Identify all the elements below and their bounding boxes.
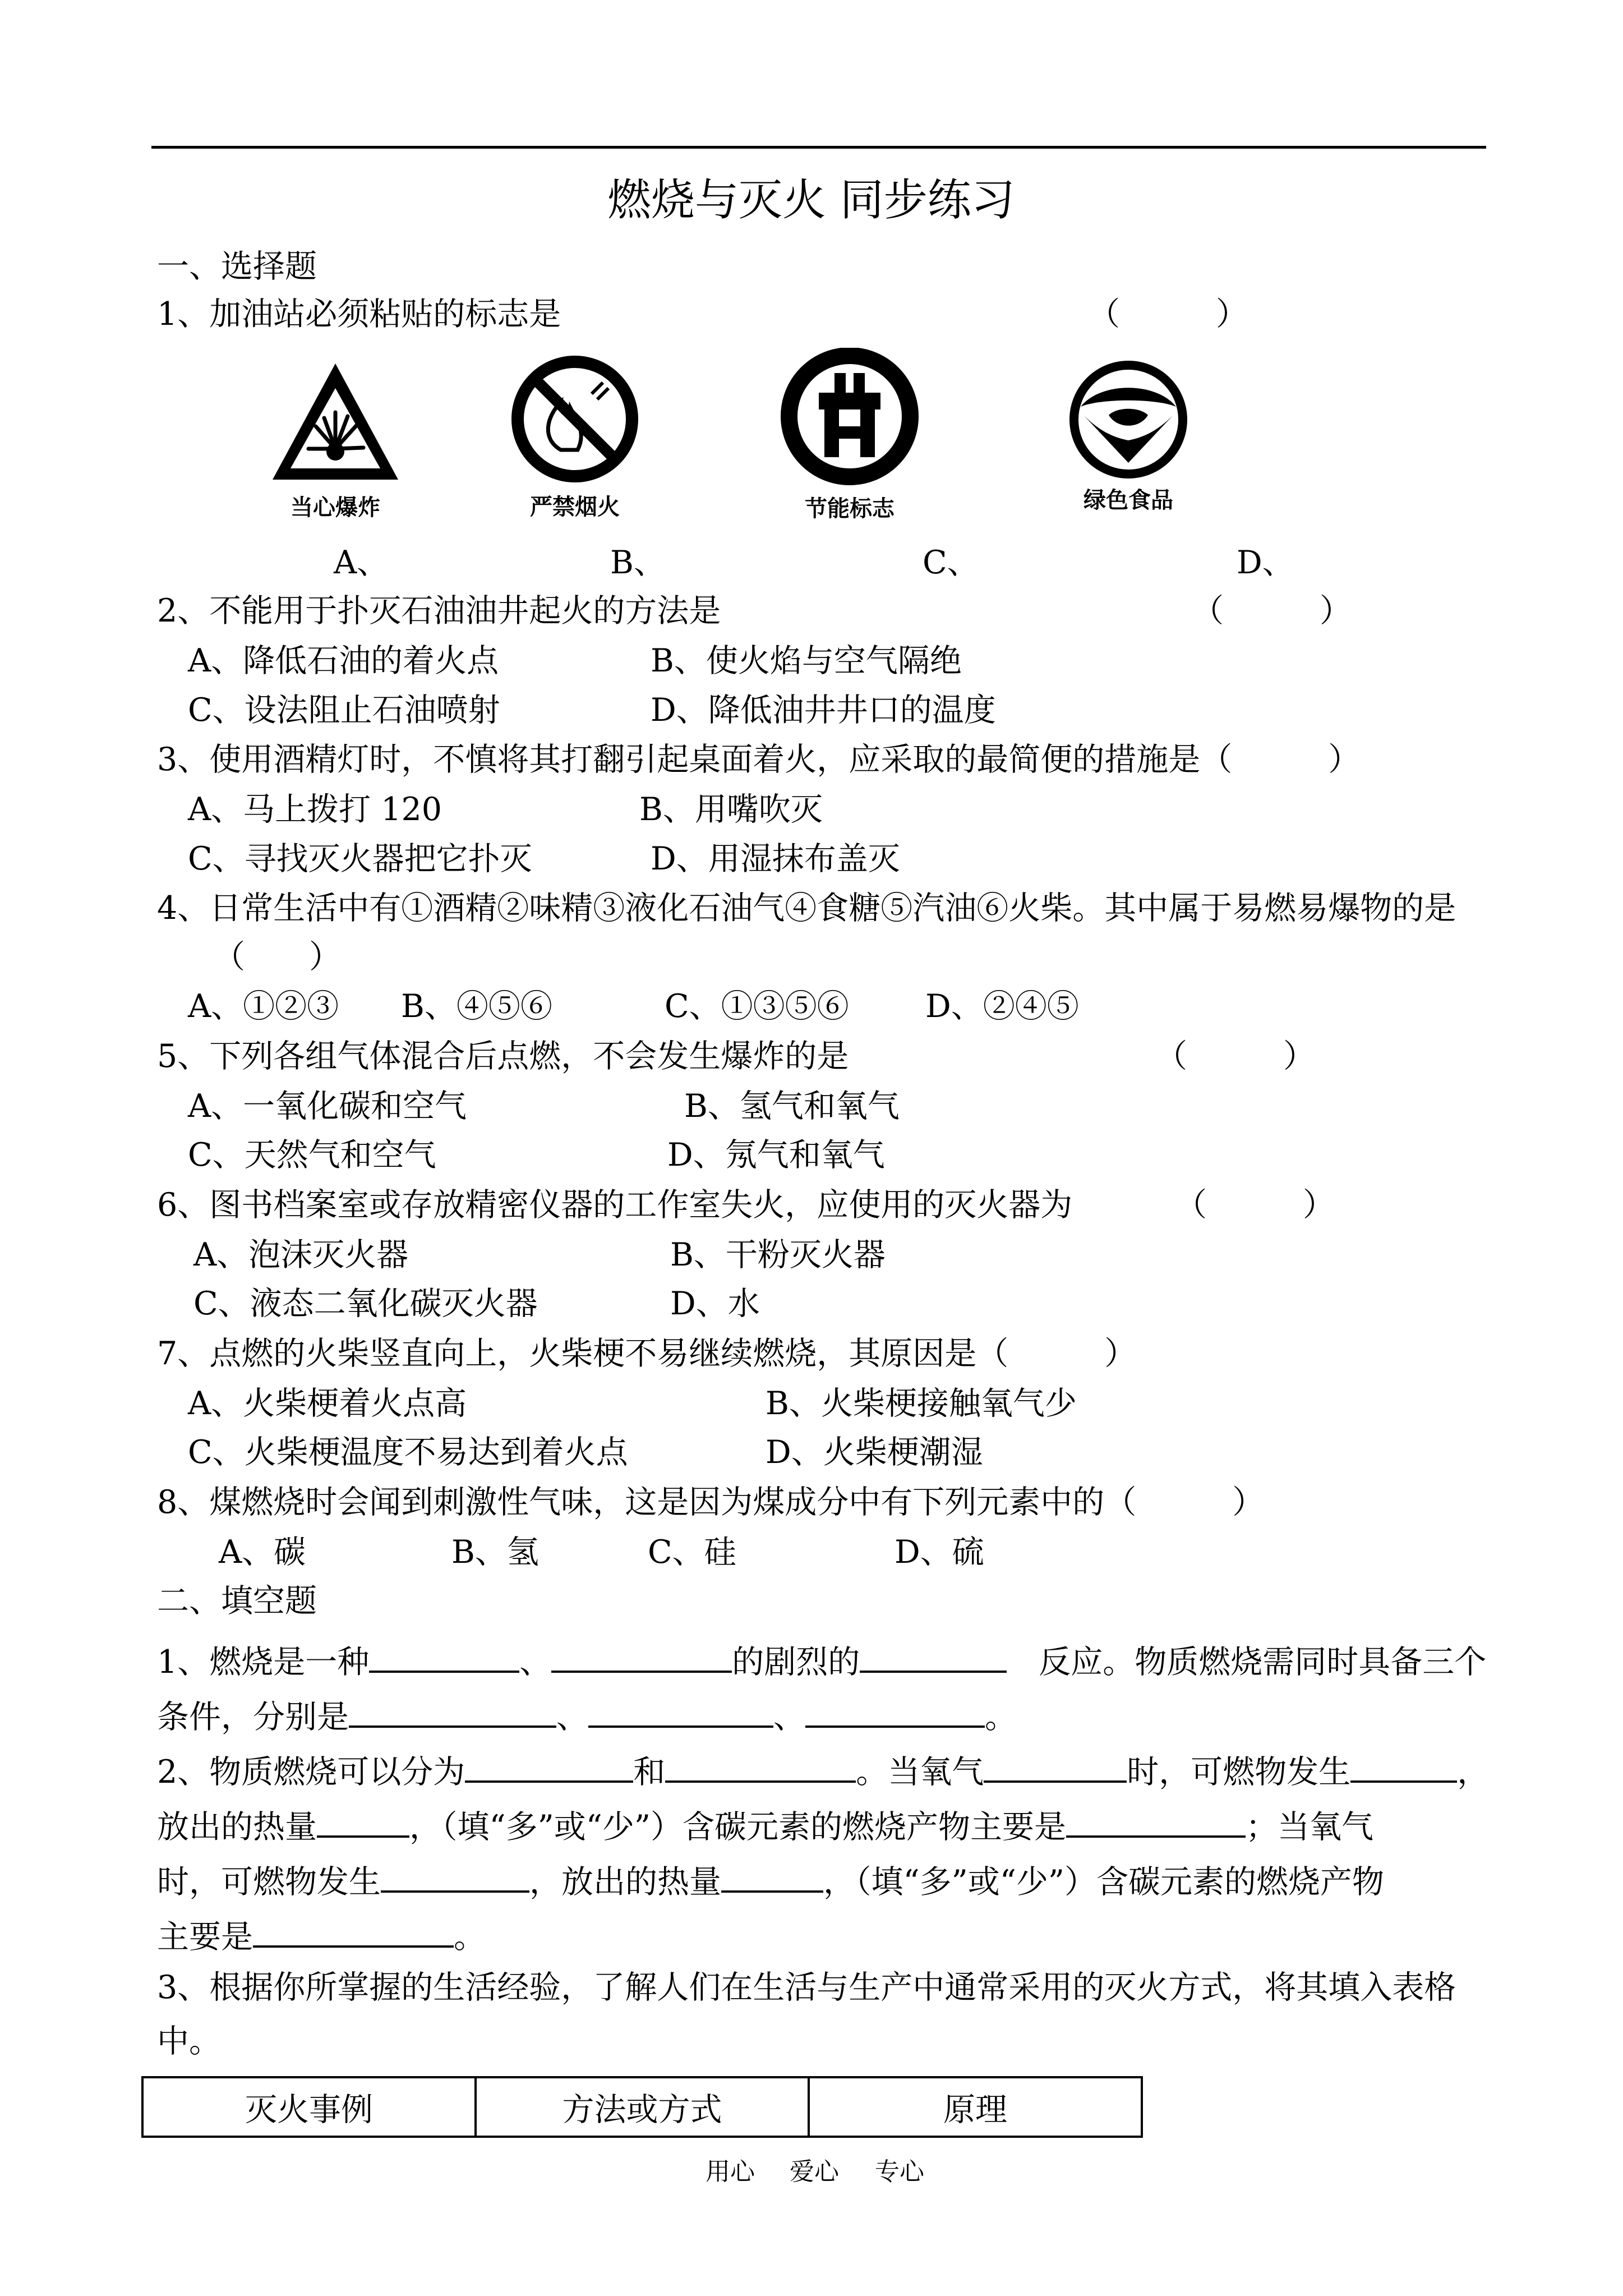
answer-blank[interactable] [253, 1916, 454, 1948]
answer-blank[interactable] [588, 1696, 773, 1728]
question-7-option-c: C、火柴梗温度不易达到着火点 [188, 1434, 628, 1471]
footer-text: 专心 [875, 2157, 924, 2186]
sign-energy-saving [780, 348, 920, 522]
question-4-answer-paren: （ ） [213, 938, 341, 976]
question-5-option-b: B、氢气和氧气 [684, 1088, 900, 1125]
answer-blank[interactable] [984, 1751, 1127, 1783]
question-1-answer-paren: （ ） [1088, 296, 1248, 333]
question-2-answer-paren: （ ） [1192, 592, 1352, 629]
question-3-option-a: A、马上拨打 120 [188, 791, 442, 828]
answer-blank[interactable] [317, 1806, 409, 1838]
question-5-stem: 5、下列各组气体混合后点燃，不会发生爆炸的是 [157, 1038, 849, 1075]
question-2-option-b: B、使火焰与空气隔绝 [651, 642, 962, 679]
sign-no-fire [508, 355, 642, 520]
question-3-stem: 3、使用酒精灯时，不慎将其打翻引起桌面着火，应采取的最简便的措施是（ ） [157, 741, 1361, 778]
sign-explosion [268, 359, 403, 519]
no-fire-icon [508, 355, 642, 484]
option-letter-c: C、 [923, 544, 979, 581]
answer-blank[interactable] [1066, 1806, 1246, 1838]
question-3-option-c: C、寻找灭火器把它扑灭 [188, 840, 532, 877]
question-2-stem: 2、不能用于扑灭石油油井起火的方法是 [157, 592, 721, 629]
table-header-cell: 灭火事例 [142, 2077, 476, 2137]
sign-caption: 严禁烟火 [530, 494, 620, 520]
question-5-answer-paren: （ ） [1155, 1038, 1315, 1075]
table-header-row [142, 2077, 1142, 2137]
question-7-option-b: B、火柴梗接触氧气少 [766, 1385, 1077, 1422]
question-8-option-c: C、硅 [648, 1534, 736, 1571]
answer-blank[interactable] [860, 1641, 1007, 1673]
question-7-option-a: A、火柴梗着火点高 [188, 1385, 467, 1422]
question-6-option-a: A、泡沫灭火器 [193, 1236, 409, 1273]
option-letter-b: B、 [610, 544, 666, 581]
question-2-option-d: D、降低油井井口的温度 [651, 692, 996, 729]
question-5-option-a: A、一氧化碳和空气 [188, 1088, 467, 1125]
question-4-option-a: A、①②③ [188, 988, 339, 1025]
fill-2-line-3: 时，可燃物发生 ，放出的热量 ，（填“多”或“少”）含碳元素的燃烧产物 [157, 1861, 1384, 1898]
question-7-option-d: D、火柴梗潮湿 [766, 1434, 983, 1471]
sign-green-food [1061, 359, 1196, 519]
question-8-option-d: D、硫 [895, 1534, 984, 1571]
question-2-option-c: C、设法阻止石油喷射 [188, 692, 500, 729]
fill-1-line-2: 条件，分别是 、 、 。 [157, 1696, 1017, 1733]
footer-text: 用心 [706, 2157, 755, 2186]
green-food-icon [1061, 359, 1196, 480]
answer-blank[interactable] [1350, 1751, 1457, 1783]
fill-3-line-2: 中。 [157, 2023, 221, 2060]
fill-3-line-1: 3、根据你所掌握的生活经验，了解人们在生活与生产中通常采用的灭火方式，将其填入表格 [157, 1969, 1456, 2006]
explosion-warning-icon [268, 359, 403, 485]
answer-blank[interactable] [665, 1751, 856, 1783]
question-6-stem: 6、图书档案室或存放精密仪器的工作室失火，应使用的灭火器为 [157, 1186, 1073, 1223]
fill-2-line-2: 放出的热量 ，（填“多”或“少”）含碳元素的燃烧产物主要是 ；当氧气 [157, 1806, 1373, 1843]
question-4-stem: 4、日常生活中有①酒精②味精③液化石油气④食糖⑤汽油⑥火柴。其中属于易燃易爆物的是 [157, 890, 1456, 927]
sign-caption: 当心爆炸 [291, 495, 380, 521]
question-8-option-a: A、碳 [219, 1534, 306, 1571]
option-letter-d: D、 [1237, 544, 1294, 581]
sign-caption: 绿色食品 [1083, 487, 1173, 513]
section-heading-choice: 一、选择题 [157, 248, 317, 285]
option-letter-a: A、 [334, 544, 389, 581]
question-6-option-d: D、水 [670, 1285, 760, 1322]
question-4-option-c: C、①③⑤⑥ [665, 988, 849, 1025]
answer-blank[interactable] [551, 1641, 732, 1673]
answer-blank[interactable] [381, 1861, 529, 1893]
answer-blank[interactable] [805, 1696, 985, 1728]
extinguishing-methods-table [141, 2076, 1143, 2138]
table-header-cell: 方法或方式 [476, 2077, 809, 2137]
question-2-option-a: A、降低石油的着火点 [188, 642, 499, 679]
energy-saving-icon [780, 348, 920, 485]
question-7-stem: 7、点燃的火柴竖直向上，火柴梗不易继续燃烧，其原因是（ ） [157, 1335, 1137, 1372]
question-3-option-b: B、用嘴吹灭 [639, 791, 823, 828]
fill-2-line-4: 主要是 。 [157, 1916, 486, 1953]
fill-1-line-1: 1、燃烧是一种 、 的剧烈的 反应。物质燃烧需同时具备三个 [157, 1641, 1486, 1678]
question-4-option-d: D、②④⑤ [925, 988, 1079, 1025]
page-title: 燃烧与灭火 同步练习 [607, 175, 1015, 226]
answer-blank[interactable] [349, 1696, 556, 1728]
footer-text: 爱心 [790, 2157, 839, 2186]
section-heading-fill: 二、填空题 [157, 1582, 317, 1619]
question-6-option-b: B、干粉灭火器 [670, 1236, 886, 1273]
answer-blank[interactable] [369, 1641, 519, 1673]
question-3-option-d: D、用湿抹布盖灭 [651, 840, 900, 877]
fill-2-line-1: 2、物质燃烧可以分为 和 。当氧气 时，可燃物发生 ， [157, 1751, 1489, 1788]
question-1-stem: 1、加油站必须粘贴的标志是 [157, 296, 561, 333]
question-5-option-d: D、氖气和氧气 [667, 1137, 885, 1174]
answer-blank[interactable] [465, 1751, 633, 1783]
question-8-option-b: B、氢 [451, 1534, 539, 1571]
question-5-option-c: C、天然气和空气 [188, 1137, 436, 1174]
question-4-option-b: B、④⑤⑥ [401, 988, 552, 1025]
top-rule [151, 146, 1486, 149]
question-6-answer-paren: （ ） [1175, 1186, 1335, 1223]
sign-caption: 节能标志 [805, 496, 895, 522]
question-6-option-c: C、液态二氧化碳灭火器 [193, 1285, 538, 1322]
answer-blank[interactable] [721, 1861, 823, 1893]
question-8-stem: 8、煤燃烧时会闻到刺激性气味，这是因为煤成分中有下列元素中的（ ） [157, 1484, 1265, 1521]
table-header-cell: 原理 [809, 2077, 1142, 2137]
